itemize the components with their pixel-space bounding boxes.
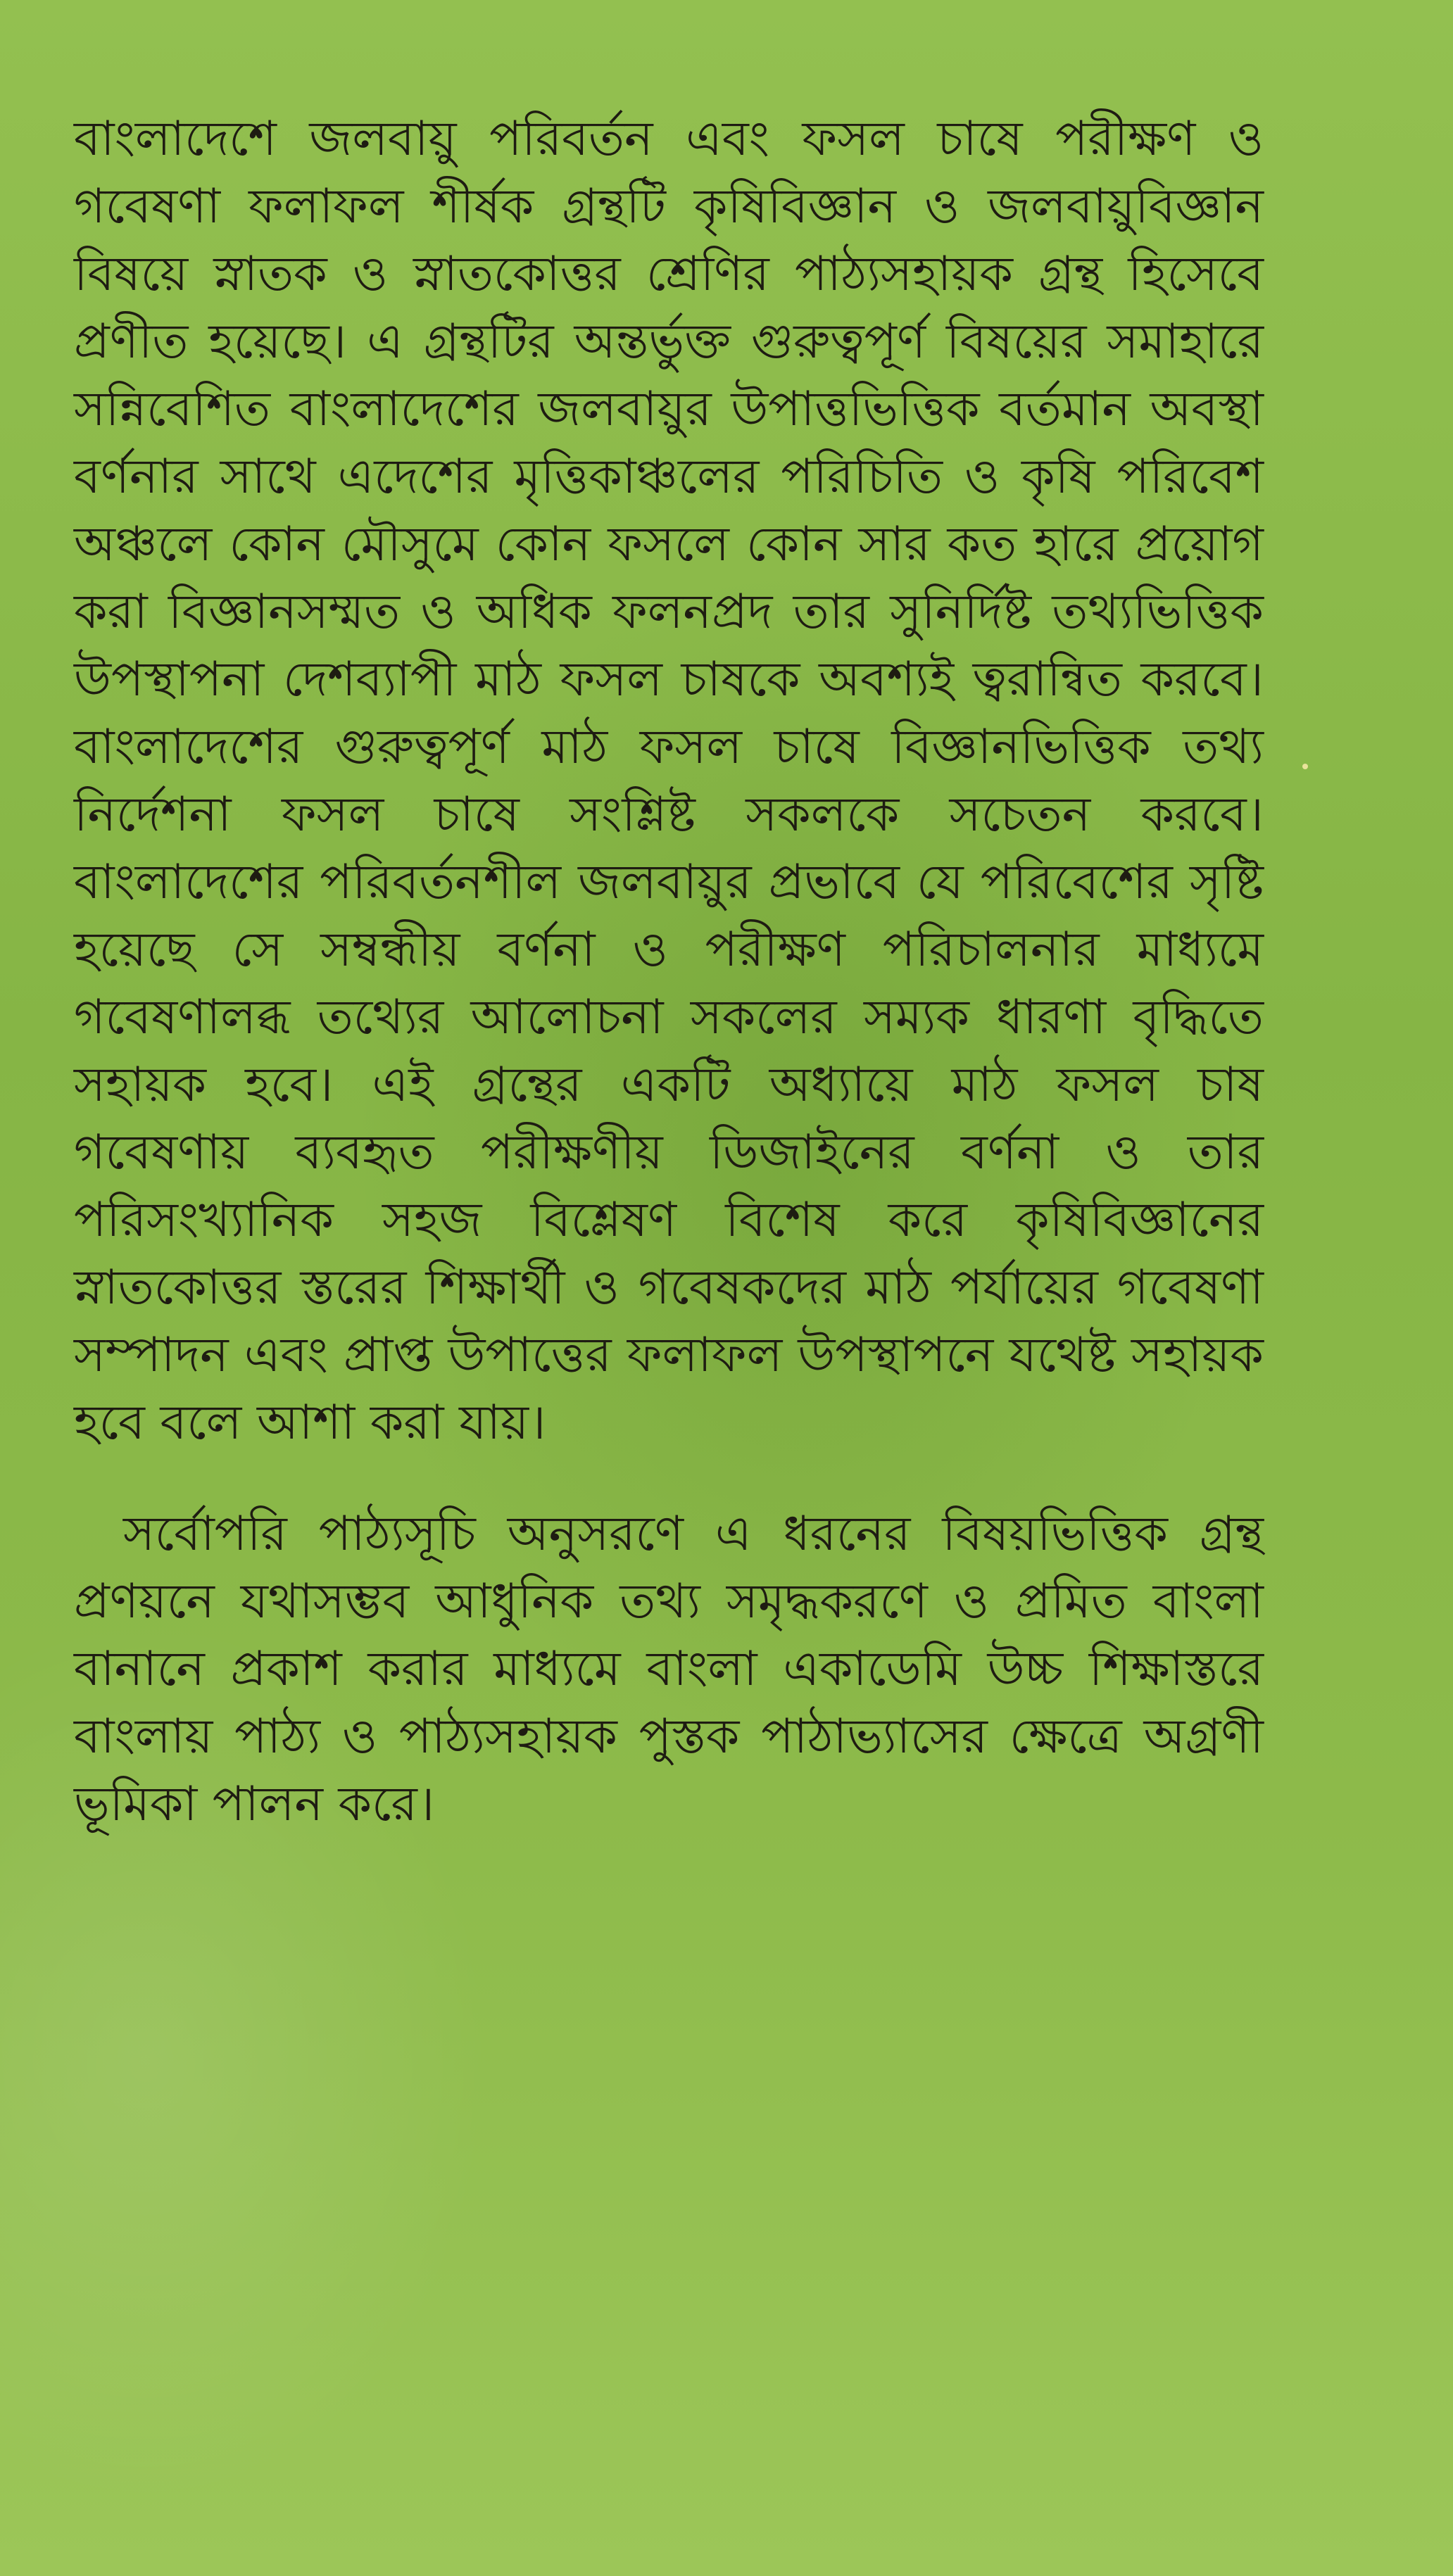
paper-speck: [1302, 764, 1308, 769]
blurb-paragraph-2: সর্বোপরি পাঠ্যসূচি অনুসরণে এ ধরনের বিষয়ভিত্তিক গ্রন্থ প্রণয়নে যথাসম্ভব আধুনিক তথ্য সমৃদ্ধকরণে ও প্রমিত বাংলা বানানে প্রকাশ করার মাধ্যমে বাংলা একাডেমি উচ্চ শিক্ষাস্তরে বাংলায় পাঠ্য ও পাঠ্যসহায়ক পুস্তক পাঠাভ্যাসের ক্ষেত্রে অগ্রণী ভূমিকা পালন করে।: [74, 1506, 1264, 1832]
blurb-paragraph-1: বাংলাদেশে জলবায়ু পরিবর্তন এবং ফসল চাষে পরীক্ষণ ও গবেষণা ফলাফল শীর্ষক গ্রন্থটি কৃষিবিজ্ঞান ও জলবায়ুবিজ্ঞান বিষয়ে স্নাতক ও স্নাতকোত্তর শ্রেণির পাঠ্যসহায়ক গ্রন্থ হিসেবে প্রণীত হয়েছে। এ গ্রন্থটির অন্তর্ভুক্ত গুরুত্বপূর্ণ বিষয়ের সমাহারে সন্নিবেশিত বাংলাদেশের জলবায়ুর উপাত্তভিত্তিক বর্তমান অবস্থা বর্ণনার সাথে এদেশের মৃত্তিকাঞ্চলের পরিচিতি ও কৃষি পরিবেশ অঞ্চলে কোন মৌসুমে কোন ফসলে কোন সার কত হারে প্রয়োগ করা বিজ্ঞানসম্মত ও অধিক ফলনপ্রদ তার সুনির্দিষ্ট তথ্যভিত্তিক উপস্থাপনা দেশব্যাপী মাঠ ফসল চাষকে অবশ্যই ত্বরান্বিত করবে। বাংলাদেশের গুরুত্বপূর্ণ মাঠ ফসল চাষে বিজ্ঞানভিত্তিক তথ্য নির্দেশনা ফসল চাষে সংশ্লিষ্ট সকলকে সচেতন করবে। বাংলাদেশের পরিবর্তনশীল জলবায়ুর প্রভাবে যে পরিবেশের সৃষ্টি হয়েছে সে সম্বন্ধীয় বর্ণনা ও পরীক্ষণ পরিচালনার মাধ্যমে গবেষণালব্ধ তথ্যের আলোচনা সকলের সম্যক ধারণা বৃদ্ধিতে সহায়ক হবে। এই গ্রন্থের একটি অধ্যায়ে মাঠ ফসল চাষ গবেষণায় ব্যবহৃত পরীক্ষণীয় ডিজাইনের বর্ণনা ও তার পরিসংখ্যানিক সহজ বিশ্লেষণ বিশেষ করে কৃষিবিজ্ঞানের স্নাতকোত্তর স্তরের শিক্ষার্থী ও গবেষকদের মাঠ পর্যায়ের গবেষণা সম্পাদন এবং প্রাপ্ত উপাত্তের ফলাফল উপস্থাপনে যথেষ্ট সহায়ক হবে বলে আশা করা যায়।: [74, 111, 1264, 1451]
blurb-text-block: [74, 106, 1264, 1838]
